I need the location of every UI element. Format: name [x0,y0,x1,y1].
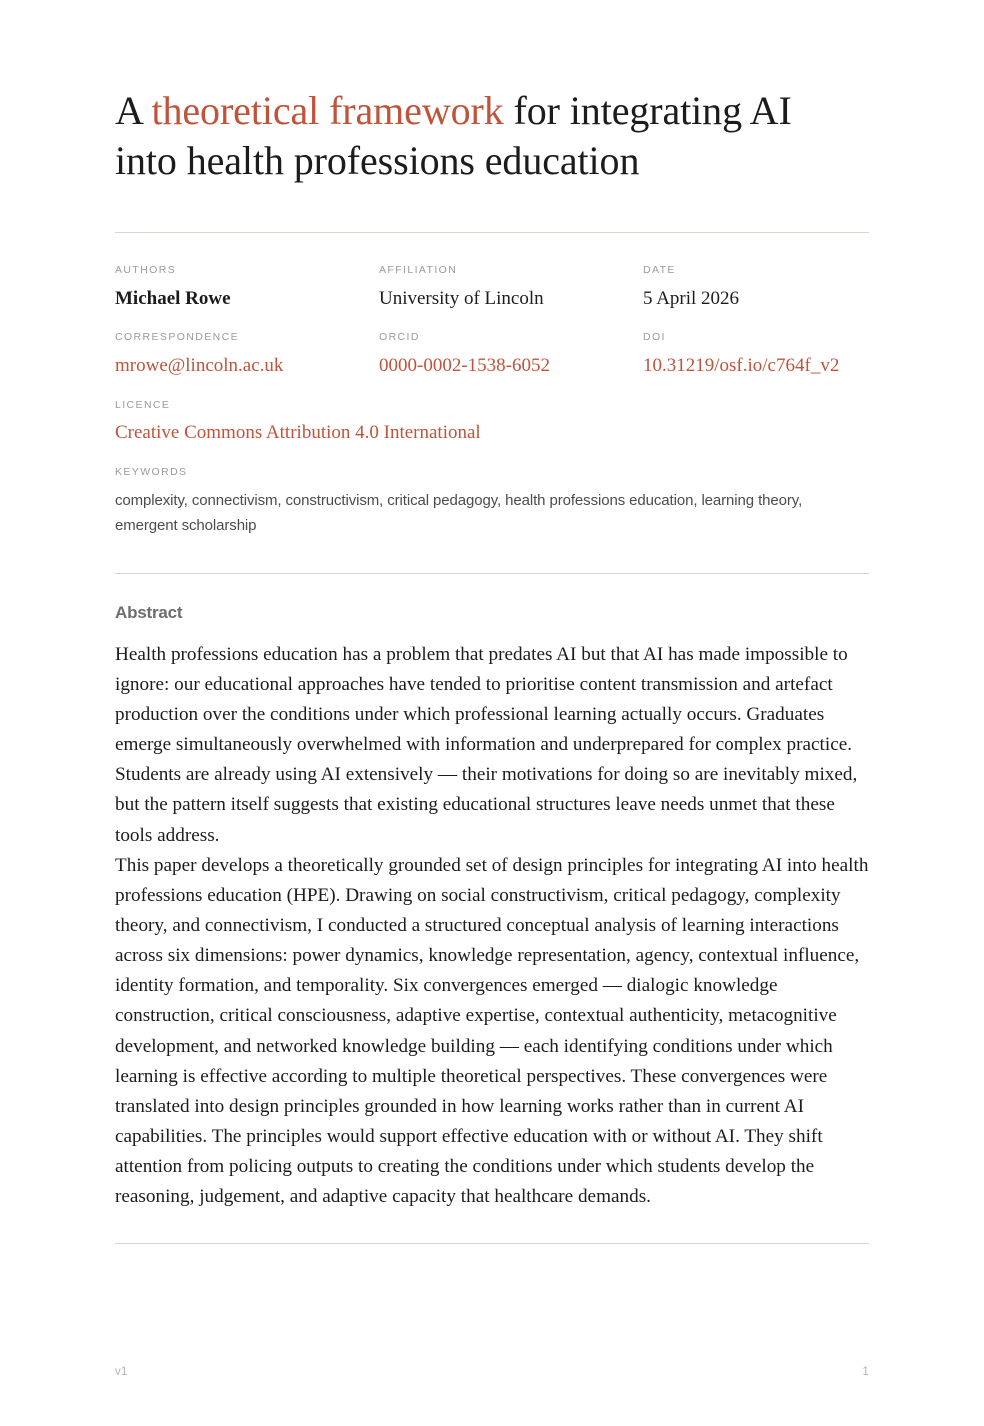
page-title [115,86,845,185]
metadata-field-doi [643,332,907,378]
divider-below-abstract [115,1243,869,1244]
doi-label: DOI [643,331,666,344]
abstract-section [115,603,869,1213]
metadata-field-licence [115,400,869,446]
correspondence-email-link[interactable]: mrowe@lincoln.ac.uk [115,354,284,376]
footer-version: v1 [115,1366,128,1378]
metadata-block [115,265,869,539]
abstract-paragraph-2: This paper develops a theoretically grounded set of design principles for integrating AI into health professions education (HPE). Drawing on social constructivism, critical pedagogy, complexity theory, and connectivism, I conducted a structured conceptual analysis of learning interactions across six dimensions: power dynamics, knowledge representation, agency, contextual influence, identity formation, and temporality. Six convergences emerged — dialogic knowledge construction, critical consciousness, adaptive expertise, contextual authenticity, metacognitive development, and networked knowledge building — each identifying conditions under which learning is effective according to multiple theoretical perspectives. These convergences were translated into design principles grounded in how learning works rather than in current AI capabilities. The principles would support effective education with or without AI. They shift attention from policing outputs to creating the conditions under which students develop the reasoning, judgement, and adaptive capacity that healthcare demands. [115,854,869,1208]
divider-below-title [115,232,869,233]
metadata-field-orcid [379,332,643,378]
authors-value: Michael Rowe [115,287,231,309]
metadata-row-3 [115,400,869,446]
abstract-paragraph-1: Health professions education has a problem that predates AI but that AI has made impossible to ignore: our educational approaches have tended to prioritise content transmission and artefact production over the conditions under which professional learning actually occurs. Graduates emerge simultaneously overwhelmed with information and underprepared for complex practice. Students are already using AI extensively — their motivations for doing so are inevitably mixed, but the pattern itself suggests that existing educational structures leave needs unmet that these tools address. [115,643,858,846]
metadata-row-2 [115,332,869,378]
title-block [115,0,869,185]
date-label: DATE [643,264,676,277]
metadata-field-correspondence [115,332,379,378]
orcid-label: ORCID [379,331,420,344]
correspondence-label: CORRESPONDENCE [115,331,240,344]
metadata-field-affiliation [379,265,643,311]
metadata-field-keywords [115,467,869,539]
divider-above-abstract [115,573,869,574]
metadata-row-1 [115,265,869,311]
licence-link[interactable]: Creative Commons Attribution 4.0 International [115,422,481,444]
title-lead: A [115,88,152,133]
metadata-field-authors [115,265,379,311]
affiliation-value: University of Lincoln [379,287,544,309]
authors-label: AUTHORS [115,264,177,277]
affiliation-label: AFFILIATION [379,264,458,277]
orcid-link[interactable]: 0000-0002-1538-6052 [379,354,550,376]
date-value: 5 April 2026 [643,287,740,309]
title-accent-phrase: theoretical framework [151,88,504,133]
metadata-row-4 [115,467,869,539]
licence-label: LICENCE [115,398,171,411]
title-rest: for integrating AI into health professions education [115,88,792,183]
metadata-field-date [643,265,907,311]
keywords-value: complexity, connectivism, constructivism, critical pedagogy, health professions education, learning theory, emergent scholarship [115,492,803,534]
doi-link[interactable]: 10.31219/osf.io/c764f_v2 [643,354,840,376]
page-footer [115,1366,869,1378]
keywords-label: KEYWORDS [115,465,188,478]
abstract-heading: Abstract [115,602,183,622]
footer-page-number: 1 [862,1366,869,1378]
